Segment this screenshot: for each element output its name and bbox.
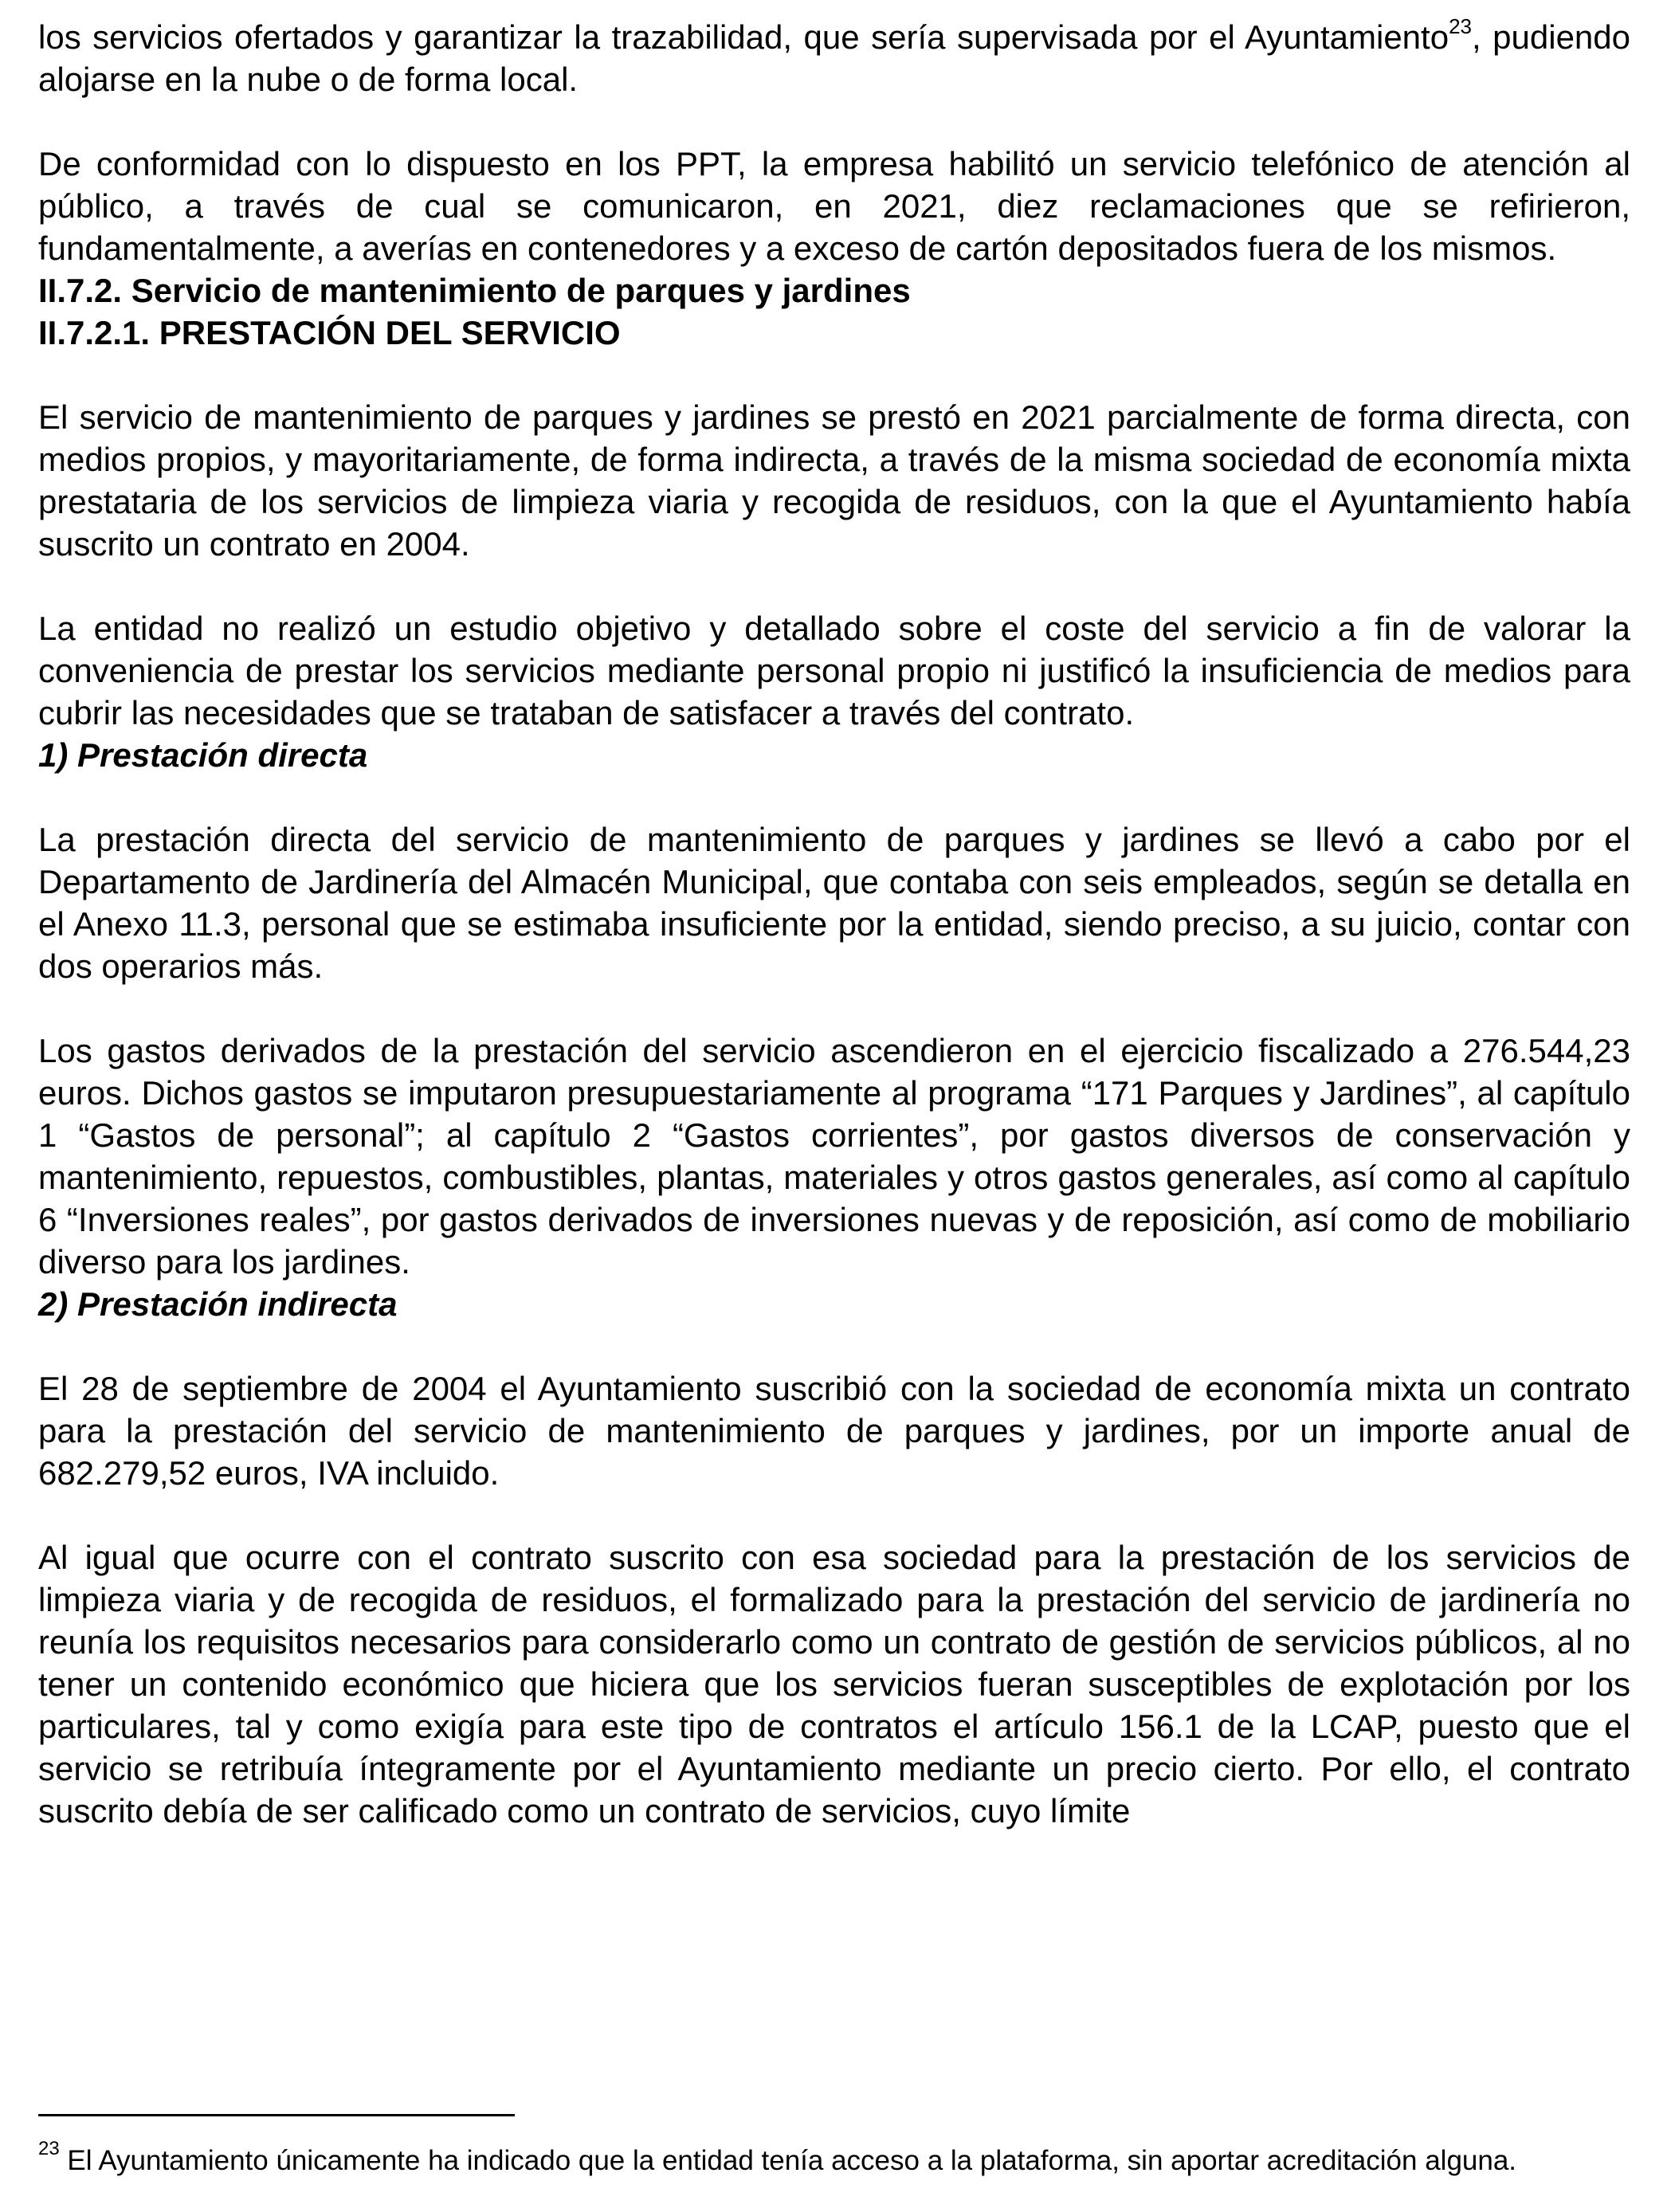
- section-heading: II.7.2. Servicio de mantenimiento de parques y jardines: [38, 272, 911, 309]
- document-page: [38, 16, 1630, 1832]
- footnote: [38, 2138, 1630, 2179]
- paragraph-text-end: , pudiendo alojarse en la nube o de forma local.: [38, 18, 1631, 98]
- paragraph-text: los servicios ofertados y garantizar la trazabilidad, que sería supervisada por el Ayuntamiento: [38, 18, 1449, 56]
- paragraph-contract-classification: Al igual que ocurre con el contrato suscrito con esa sociedad para la prestación de los servicios de limpieza viaria y de recogida de residuos, el formalizado para la prestación del servicio de jardinería no reunía los requisitos necesarios para considerarlo como un contrato de gestión de servicios públicos, al no tener un contenido económico que hiciera que los servicios fueran susceptibles de explotación por los particulares, tal y como exigía para este tipo de contratos el artículo 156.1 de la LCAP, puesto que el servicio se retribuía íntegramente por el Ayuntamiento mediante un precio cierto. Por ello, el contrato suscrito debía de ser calificado como un contrato de servicios, cuyo límite: [38, 1539, 1630, 1830]
- paragraph-cost-study: La entidad no realizó un estudio objetivo y detallado sobre el coste del servicio a fin de valorar la conveniencia de prestar los servicios mediante personal propio ni justificó la insuficiencia de medios para cubrir las necesidades que se trataban de satisfacer a través del contrato.: [38, 610, 1630, 731]
- subsection-heading: II.7.2.1. PRESTACIÓN DEL SERVICIO: [38, 314, 621, 351]
- indirect-provision-heading: 2) Prestación indirecta: [38, 1285, 398, 1323]
- footnote-separator: [38, 2114, 515, 2116]
- footnote-number: 23: [38, 2138, 60, 2160]
- paragraph-service-overview: El servicio de mantenimiento de parques y jardines se prestó en 2021 parcialmente de forma directa, con medios propios, y mayoritariamente, de forma indirecta, a través de la misma sociedad de economía mixta prestataria de los servicios de limpieza viaria y recogida de residuos, con la que el Ayuntamiento había suscrito un contrato en 2004.: [38, 398, 1630, 563]
- direct-provision-heading: 1) Prestación directa: [38, 736, 368, 774]
- paragraph-continuation: [38, 16, 1630, 100]
- footnote-text: El Ayuntamiento únicamente ha indicado que la entidad tenía acceso a la plataforma, sin aportar acreditación alguna.: [59, 2145, 1517, 2176]
- paragraph-direct-costs: Los gastos derivados de la prestación del servicio ascendieron en el ejercicio fiscalizado a 276.544,23 euros. Dichos gastos se imputaron presupuestariamente al programa “171 Parques y Jardines”, al capítulo 1 “Gastos de personal”; al capítulo 2 “Gastos corrientes”, por gastos diversos de conservación y mantenimiento, repuestos, combustibles, plantas, materiales y otros gastos generales, así como al capítulo 6 “Inversiones reales”, por gastos derivados de inversiones nuevas y de reposición, así como de mobiliario diverso para los jardines.: [38, 1032, 1630, 1281]
- paragraph-contract-2004: El 28 de septiembre de 2004 el Ayuntamiento suscribió con la sociedad de economía mixta un contrato para la prestación del servicio de mantenimiento de parques y jardines, por un importe anual de 682.279,52 euros, IVA incluido.: [38, 1370, 1630, 1492]
- paragraph-telephone-service: De conformidad con lo dispuesto en los PPT, la empresa habilitó un servicio telefónico de atención al público, a través de cual se comunicaron, en 2021, diez reclamaciones que se refirieron, fundamentalmente, a averías en contenedores y a exceso de cartón depositados fuera de los mismos.: [38, 145, 1630, 267]
- paragraph-direct-provision: La prestación directa del servicio de mantenimiento de parques y jardines se llevó a cabo por el Departamento de Jardinería del Almacén Municipal, que contaba con seis empleados, según se detalla en el Anexo 11.3, personal que se estimaba insuficiente por la entidad, siendo preciso, a su juicio, contar con dos operarios más.: [38, 821, 1630, 985]
- footnote-reference[interactable]: 23: [1449, 14, 1472, 38]
